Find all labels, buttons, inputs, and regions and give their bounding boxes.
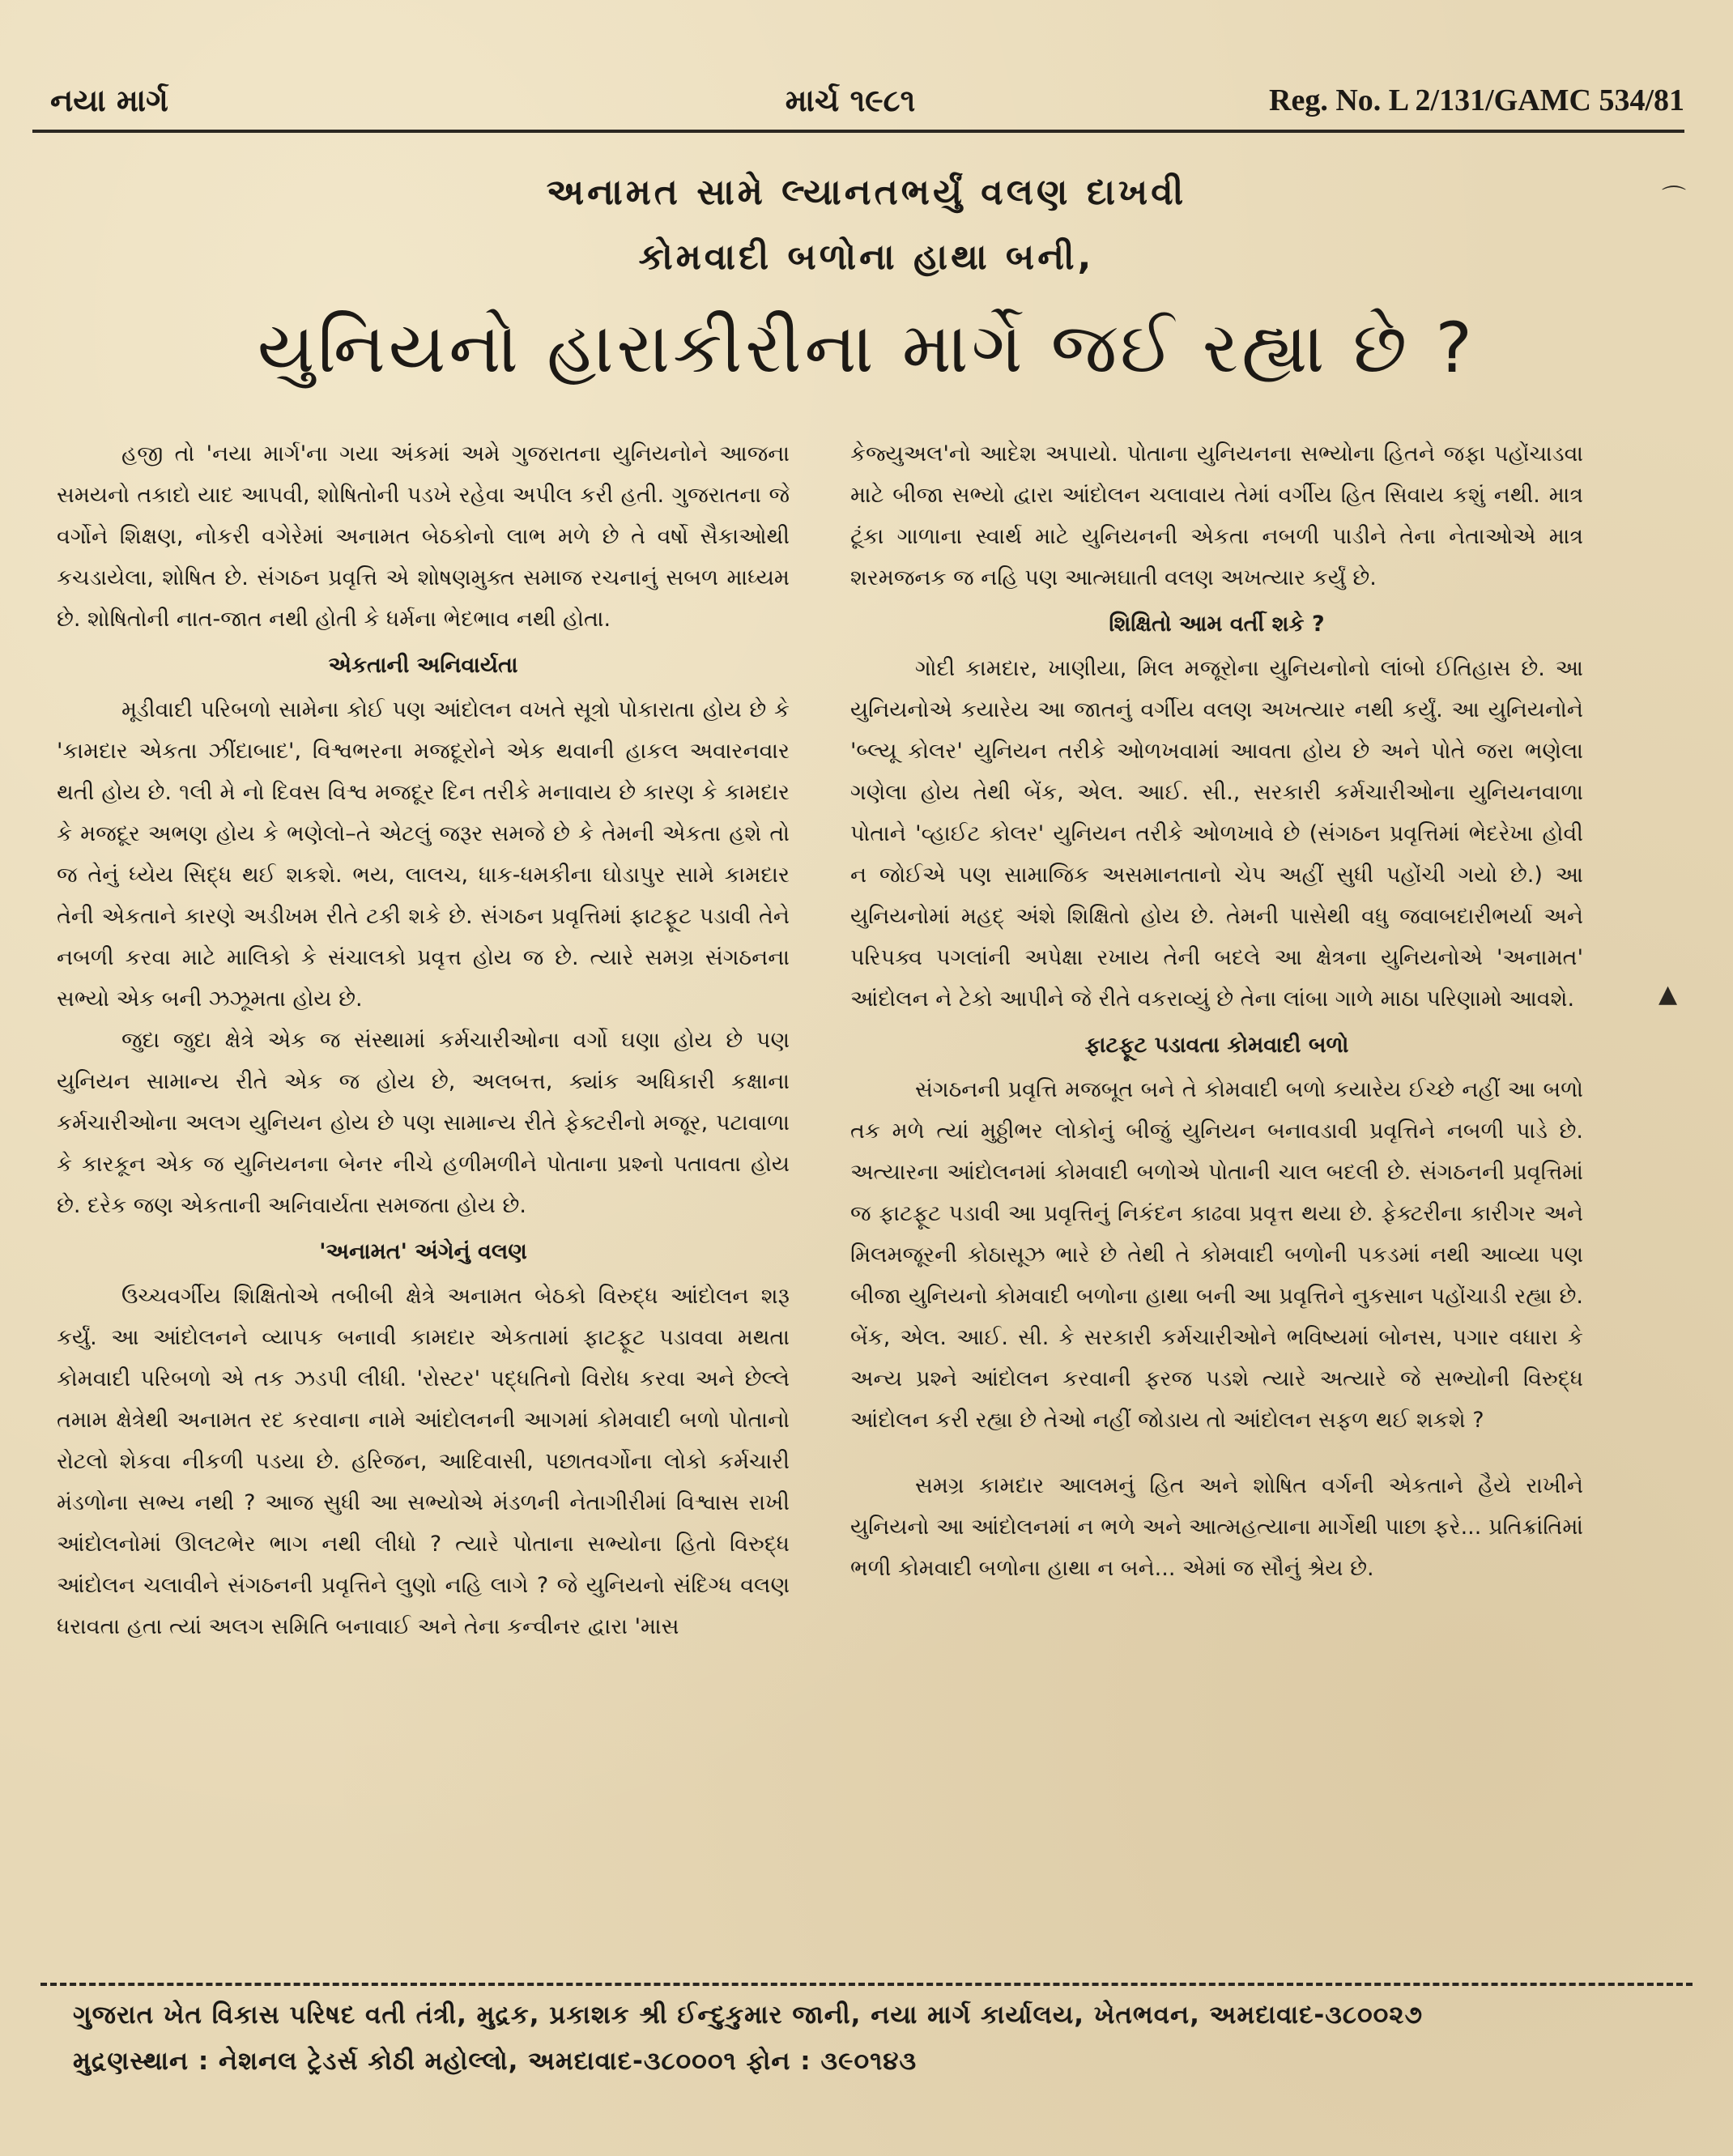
paragraph: ગોદી કામદાર, ખાણીયા, મિલ મજૂરોના યુનિયનોનો લાંબો ઈતિહાસ છે. આ યુનિયનોએ કયારેય આ જાતનું વર્ગીય વલણ અખત્યાર નથી કર્યું. આ યુનિયનોને 'બ્લ્યૂ કોલર' યુનિયન તરીકે ઓળખવામાં આવતા હોય છે અને પોતે જરા ભણેલા ગણેલા હોય તેથી બેંક, એલ. આઈ. સી., સરકારી કર્મચારીઓના યુનિયનવાળા પોતાને 'વ્હાઈટ કોલર' યુનિયન તરીકે ઓળખાવે છે (સંગઠન પ્રવૃત્તિમાં ભેદરેખા હોવી ન જોઈએ પણ સામાજિક અસમાનતાનો ચેપ અહીં સુધી પહોંચી ગયો છે.) આ યુનિયનોમાં મહદ્ અંશે શિક્ષિતો હોય છે. તેમની પાસેથી વધુ જવાબદારીભર્યા અને પરિપક્વ પગલાંની અપેક્ષા રખાય તેની બદલે આ ક્ષેત્રના યુનિયનોએ 'અનામત' આંદોલન ને ટેકો આપીને જે રીતે વકરાવ્યું છે તેના લાંબા ગાળે માઠા પરિણામો આવશે. (850, 656, 1583, 1012)
right-column (850, 433, 1583, 1972)
paragraph: સંગઠનની પ્રવૃત્તિ મજબૂત બને તે કોમવાદી બળો કયારેય ઈચ્છે નહીં આ બળો તક મળે ત્યાં મુઠ્ઠીભર લોકોનું બીજું યુનિયન બનાવડાવી પ્રવૃત્તિને નબળી પાડે છે. અત્યારના આંદોલનમાં કોમવાદી બળોએ પોતાની ચાલ બદલી છે. સંગઠનની પ્રવૃત્તિમાં જ ફાટફૂટ પડાવી આ પ્રવૃત્તિનું નિકંદન કાઢવા પ્રવૃત્ત થયા છે. ફેક્ટરીના કારીગર અને મિલમજૂરની કોઠાસૂઝ ભારે છે તેથી તે કોમવાદી બળોની પકડમાં નથી આવ્યા પણ બીજા યુનિયનો કોમવાદી બળોના હાથા બની આ પ્રવૃત્તિને નુકસાન પહોંચાડી રહ્યા છે. બેંક, એલ. આઈ. સી. કે સરકારી કર્મચારીઓને ભવિષ્યમાં બોનસ, પગાર વધારા કે અન્ય પ્રશ્ને આંદોલન કરવાની ફરજ પડશે ત્યારે અત્યારે જે સભ્યોની વિરુદ્ધ આંદોલન કરી રહ્યા છે તેઓ નહીં જોડાય તો આંદોલન સફળ થઈ શકશે ? (850, 1077, 1583, 1433)
left-column (57, 433, 790, 1972)
headline-main: યુનિયનો હારાકીરીના માર્ગે જઈ રહ્યા છે ? (257, 308, 1476, 389)
issue-date: માર્ચ ૧૯૮૧ (785, 83, 916, 118)
imprint-line-1: ગુજરાત ખેત વિકાસ પરિષદ વતી તંત્રી, મુદ્રક, પ્રકાશક શ્રી ઈન્દુકુમાર જાની, નયા માર્ગ કાર્યાલય, ખેતભવન, અમદાવાદ-૩૮૦૦૨૭ (73, 2000, 1424, 2030)
masthead (32, 78, 1684, 126)
subheading: એકતાની અનિવાર્યતા (328, 653, 518, 678)
margin-mark-icon: ⌒ (1662, 185, 1686, 213)
headline-line-1: અનામત સામે લ્યાનતભર્યું વલણ દાખવી (546, 172, 1187, 213)
paragraph: ઉચ્ચવર્ગીય શિક્ષિતોએ તબીબી ક્ષેત્રે અનામત બેઠકો વિરુદ્ધ આંદોલન શરૂ કર્યું. આ આંદોલનને વ્યાપક બનાવી કામદાર એકતામાં ફાટફૂટ પડાવવા મથતા કોમવાદી પરિબળો એ તક ઝડપી લીધી. 'રોસ્ટર' પદ્ધતિનો વિરોધ કરવા અને છેલ્લે તમામ ક્ષેત્રેથી અનામત રદ કરવાના નામે આંદોલનની આગમાં કોમવાદી બળો પોતાનો રોટલો શેકવા નીકળી પડયા છે. હરિજન, આદિવાસી, પછાતવર્ગોના લોકો કર્મચારી મંડળોના સભ્ય નથી ? આજ સુધી આ સભ્યોએ મંડળની નેતાગીરીમાં વિશ્વાસ રાખી આંદોલનોમાં ઊલટભેર ભાગ નથી લીધો ? ત્યારે પોતાના સભ્યોના હિતો વિરુદ્ધ આંદોલન ચલાવીને સંગઠનની પ્રવૃત્તિને લુણો નહિ લાગે ? જે યુનિયનો સંદિગ્ધ વલણ ધરાવતા હતા ત્યાં અલગ સમિતિ બનાવાઈ અને તેના કન્વીનર દ્વારા 'માસ (57, 1284, 790, 1639)
paragraph: હજી તો 'નયા માર્ગ'ના ગયા અંકમાં અમે ગુજરાતના યુનિયનોને આજના સમયનો તકાદો યાદ આપવી, શોષિતોની પડખે રહેવા અપીલ કરી હતી. ગુજરાતના જે વર્ગોને શિક્ષણ, નોકરી વગેરેમાં અનામત બેઠકોનો લાભ મળે છે તે વર્ષો સૈકાઓથી કચડાયેલા, શોષિત છે. સંગઠન પ્રવૃત્તિ એ શોષણમુક્ત સમાજ રચનાનું સબળ માધ્યમ છે. શોષિતોની નાત-જાત નથી હોતી કે ધર્મના ભેદભાવ નથી હોતા. (57, 441, 790, 632)
subheading: 'અનામત' અંગેનું વલણ (319, 1239, 527, 1264)
imprint-line-2: મુદ્રણસ્થાન : નેશનલ ટ્રેડર્સ કોઠી મહોલ્લો, અમદાવાદ-૩૮૦૦૦૧ ફોન : ૩૯૦૧૪૩ (73, 2047, 918, 2076)
paragraph: મૂડીવાદી પરિબળો સામેના કોઈ પણ આંદોલન વખતે સૂત્રો પોકારાતા હોય છે કે 'કામદાર એકતા ઝીંદાબાદ', વિશ્વભરના મજદૂરોને એક થવાની હાકલ અવારનવાર થતી હોય છે. ૧લી મે નો દિવસ વિશ્વ મજદૂર દિન તરીકે મનાવાય છે કારણ કે કામદાર કે મજદૂર અભણ હોય કે ભણેલો–તે એટલું જરૂર સમજે છે કે તેમની એકતા હશે તો જ તેનું ધ્યેય સિદ્ધ થઈ શકશે. ભય, લાલચ, ધાક-ધમકીના ઘોડાપુર સામે કામદાર તેની એકતાને કારણે અડીખમ રીતે ટકી શકે છે. સંગઠન પ્રવૃત્તિમાં ફાટફૂટ પડાવી તેને નબળી કરવા માટે માલિકો કે સંચાલકો પ્રવૃત્ત હોય જ છે. ત્યારે સમગ્ર સંગઠનના સભ્યો એક બની ઝઝૂમતા હોય છે. (57, 697, 790, 1012)
paragraph: કેજ્યુઅલ'નો આદેશ અપાયો. પોતાના યુનિયનના સભ્યોના હિતને જફા પહોંચાડવા માટે બીજા સભ્યો દ્વારા આંદોલન ચલાવાય તેમાં વર્ગીય હિત સિવાય કશું નથી. માત્ર ટૂંકા ગાળાના સ્વાર્થ માટે યુનિયનની એકતા નબળી પાડીને તેના નેતાઓએ માત્ર શરમજનક જ નહિ પણ આત્મઘાતી વલણ અખત્યાર કર્યું છે. (850, 441, 1583, 590)
registration-number: Reg. No. L 2/131/GAMC 534/81 (1269, 83, 1684, 117)
subheading: શિક્ષિતો આમ વર્તી શકે ? (1109, 611, 1325, 637)
headline-line-2: કોમવાદી બળોના હાથા બની, (638, 236, 1095, 278)
paragraph: જુદા જુદા ક્ષેત્રે એક જ સંસ્થામાં કર્મચારીઓના વર્ગો ઘણા હોય છે પણ યુનિયન સામાન્ય રીતે એક જ હોય છે, અલબત્ત, ક્યાંક અધિકારી કક્ષાના કર્મચારીઓના અલગ યુનિયન હોય છે પણ સામાન્ય રીતે ફેક્ટરીનો મજૂર, પટાવાળા કે કારકૂન એક જ યુનિયનના બેનર નીચે હળીમળીને પોતાના પ્રશ્નો પતાવતા હોય છે. દરેક જણ એકતાની અનિવાર્યતા સમજતા હોય છે. (57, 1028, 790, 1218)
margin-arrow-icon: ▲ (1658, 980, 1678, 1008)
publication-name: નયા માર્ગ (50, 83, 168, 118)
paragraph: સમગ્ર કામદાર આલમનું હિત અને શોષિત વર્ગની એકતાને હૈયે રાખીને યુનિયનો આ આંદોલનમાં ન ભળે અને આત્મહત્યાના માર્ગેથી પાછા ફરે... પ્રતિક્રાંતિમાં ભળી કોમવાદી બળોના હાથા ન બને... એમાં જ સૌનું શ્રેય છે. (850, 1473, 1583, 1581)
masthead-rule (32, 130, 1684, 133)
footer-rule (40, 1983, 1693, 1986)
subheading: ફાટફૂટ પડાવતા કોમવાદી બળો (1084, 1033, 1349, 1058)
